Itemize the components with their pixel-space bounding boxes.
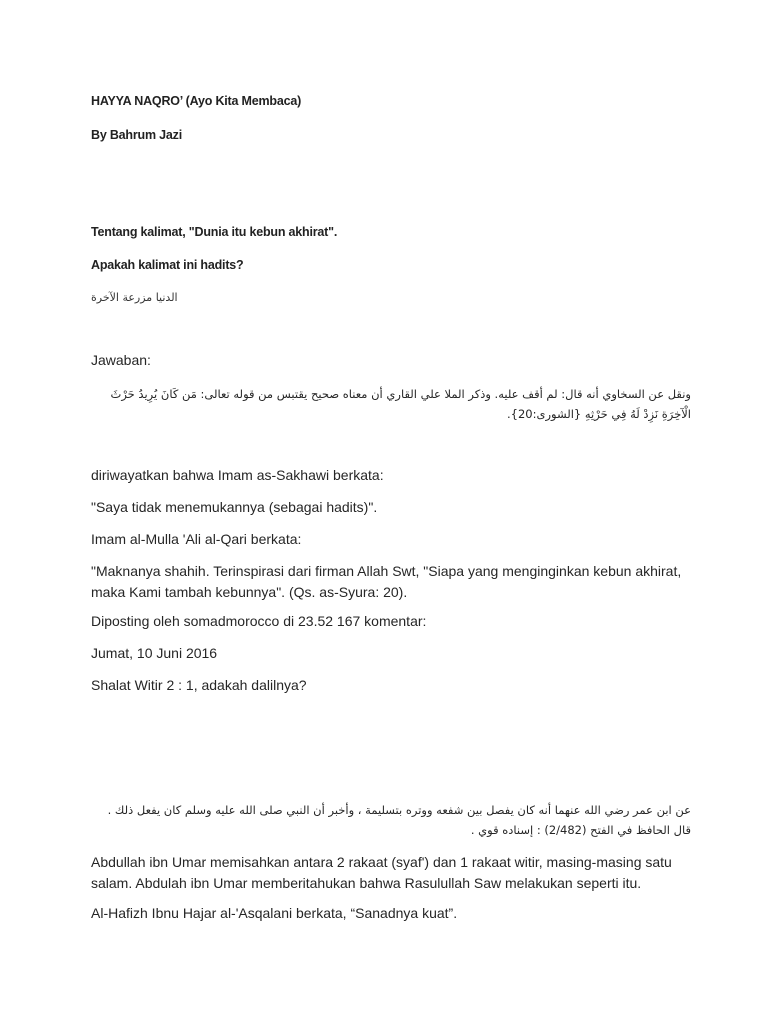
heading-question: Apakah kalimat ini hadits? bbox=[91, 258, 244, 272]
text-line-witir: Shalat Witir 2 : 1, adakah dalilnya? bbox=[91, 677, 307, 693]
text-line-sakhawi: diriwayatkan bahwa Imam as-Sakhawi berkata: bbox=[91, 467, 384, 483]
text-line-mulla: Imam al-Mulla 'Ali al-Qari berkata: bbox=[91, 531, 302, 547]
text-line-posted: Diposting oleh somadmorocco di 23.52 167 komentar: bbox=[91, 613, 427, 629]
text-line-hafizh: Al-Hafizh Ibnu Hajar al-'Asqalani berkata, “Sanadnya kuat”. bbox=[91, 905, 458, 921]
heading-kalimat: Tentang kalimat, "Dunia itu kebun akhirat". bbox=[91, 225, 338, 239]
arabic-paragraph-1: ونقل عن السخاوي أنه قال: لم أقف عليه. وذكر الملا علي القاري أن معناه صحيح يقتبس من قوله تعالى: مَن كَانَ يُرِيدُ حَرْثَ الْآخِرَةِ نَزِدْ لَهُ فِي حَرْثِهِ {الشورى:20}. bbox=[110, 387, 691, 421]
arabic-phrase: الدنيا مزرعة الآخرة bbox=[91, 291, 178, 304]
doc-title: HAYYA NAQRO’ (Ayo Kita Membaca) bbox=[91, 94, 302, 108]
text-paragraph-abdullah: Abdullah ibn Umar memisahkan antara 2 rakaat (syaf') dan 1 rakaat witir, masing-masing satu salam. Abdulah ibn Umar memberitahukan bahwa Rasulullah Saw melakukan seperti itu. bbox=[91, 854, 672, 891]
doc-author: By Bahrum Jazi bbox=[91, 128, 182, 142]
text-line-date: Jumat, 10 Juni 2016 bbox=[91, 645, 218, 661]
text-line-quote: "Saya tidak menemukannya (sebagai hadits)". bbox=[91, 499, 378, 515]
jawaban-label: Jawaban: bbox=[91, 352, 151, 368]
text-paragraph-maknanya: "Maknanya shahih. Terinspirasi dari firman Allah Swt, "Siapa yang menginginkan kebun akhirat, maka Kami tambah kebunnya". (Qs. as-Syura: 20). bbox=[91, 563, 682, 600]
arabic-paragraph-2: عن ابن عمر رضي الله عنهما أنه كان يفصل بين شفعه ووتره بتسليمة ، وأخبر أن النبي صلى الله عليه وسلم كان يفعل ذلك . قال الحافظ في الفتح (2/482) : إسناده قوي . bbox=[107, 803, 691, 837]
